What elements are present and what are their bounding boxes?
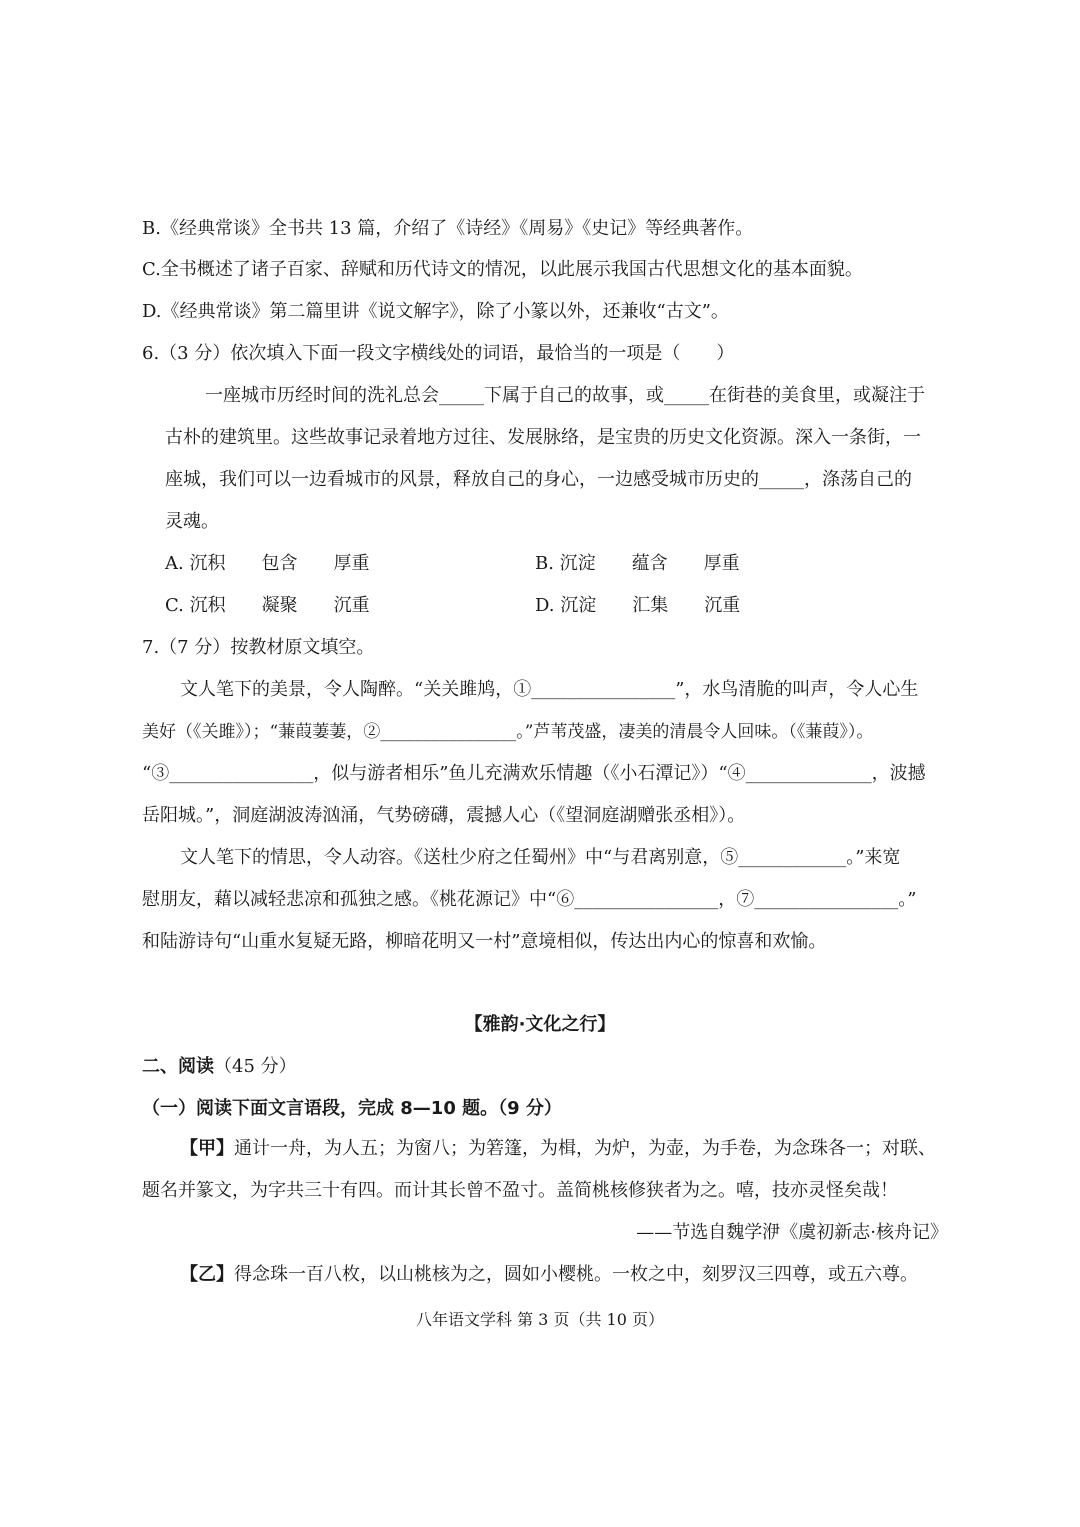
jia-line1 [180, 1138, 936, 1160]
jia-source: ——节选自魏学洢《虞初新志·核舟记》 [636, 1222, 948, 1243]
q7-line: 美好（《关雎》）；“蒹葭萋萋，②________________。”芦苇茂盛，凄美的清晨令人回味。（《蒹葭》）。 [142, 722, 874, 742]
q6-passage-line: 古朴的建筑里。这些故事记录着地方过往、发展脉络，是宝贵的历史文化资源。深入一条街，一 [165, 427, 921, 448]
q6-option-a: A. 沉积 包含 厚重 [165, 553, 370, 574]
section2-heading [142, 1056, 297, 1078]
q7-line: 慰朋友，藉以减轻悲凉和孤独之感。《桃花源记》中“⑥________________，⑦________________。” [142, 889, 917, 910]
q6-passage-line: 灵魂。 [165, 511, 219, 532]
q7-line: “③________________，似与游者相乐”鱼儿充满欢乐情趣（《小石潭记》）“④______________，波撼 [142, 763, 926, 784]
jia-text: 通计一舟，为人五；为窗八；为箬篷，为楫，为炉，为壶，为手卷，为念珠各一；对联、 [234, 1138, 936, 1159]
q6-passage-line: 座城，我们可以一边看城市的风景，释放自己的身心，一边感受城市历史的_____，涤荡自己的 [165, 469, 912, 490]
yi-line1 [180, 1264, 918, 1286]
section2-title: 二、阅读 [142, 1056, 214, 1077]
q6-option-b: B. 沉淀 蕴含 厚重 [535, 553, 740, 574]
q5-option-c: C.全书概述了诸子百家、辞赋和历代诗文的情况，以此展示我国古代思想文化的基本面貌。 [142, 259, 863, 280]
q7-line: 文人笔下的情思，令人动容。《送杜少府之任蜀州》中“与君离别意，⑤____________。”来宽 [180, 847, 901, 868]
page-footer: 八年语文学科 第 3 页（共 10 页） [416, 1310, 664, 1329]
q7-line: 文人笔下的美景，令人陶醉。“关关雎鸠，①________________”，水鸟清脆的叫声，令人心生 [180, 679, 919, 700]
section-banner: 【雅韵·文化之行】 [464, 1014, 616, 1035]
q6-option-c: C. 沉积 凝聚 沉重 [165, 595, 370, 616]
q5-option-d: D.《经典常谈》第二篇里讲《说文解字》，除了小篆以外，还兼收“古文”。 [142, 301, 729, 322]
q7-line: 岳阳城。”，洞庭湖波涛汹涌，气势磅礴，震撼人心（《望洞庭湖赠张丞相》）。 [142, 805, 746, 826]
yi-text: 得念珠一百八枚，以山桃核为之，圆如小樱桃。一枚之中，刻罗汉三四尊，或五六尊。 [234, 1264, 918, 1285]
section2-score: （45 分） [214, 1056, 297, 1077]
q5-option-b: B.《经典常谈》全书共 13 篇，介绍了《诗经》《周易》《史记》等经典著作。 [142, 218, 754, 239]
jia-label: 【甲】 [180, 1138, 234, 1159]
q7-stem: 7.（7 分）按教材原文填空。 [142, 637, 375, 658]
q6-passage-line: 一座城市历经时间的洗礼总会_____下属于自己的故事，或_____在街巷的美食里，或凝注于 [205, 385, 925, 406]
yi-label: 【乙】 [180, 1264, 234, 1285]
q6-stem: 6.（3 分）依次填入下面一段文字横线处的词语，最恰当的一项是（ ） [142, 343, 735, 364]
jia-line2: 题名并篆文，为字共三十有四。而计其长曾不盈寸。盖简桃核修狭者为之。嘻，技亦灵怪矣哉！ [142, 1180, 898, 1201]
q7-line: 和陆游诗句“山重水复疑无路，柳暗花明又一村”意境相似，传达出内心的惊喜和欢愉。 [142, 931, 827, 952]
q6-option-d: D. 沉淀 汇集 沉重 [535, 595, 741, 616]
subsection1-title: （一）阅读下面文言语段，完成 8—10 题。（9 分） [142, 1098, 562, 1119]
